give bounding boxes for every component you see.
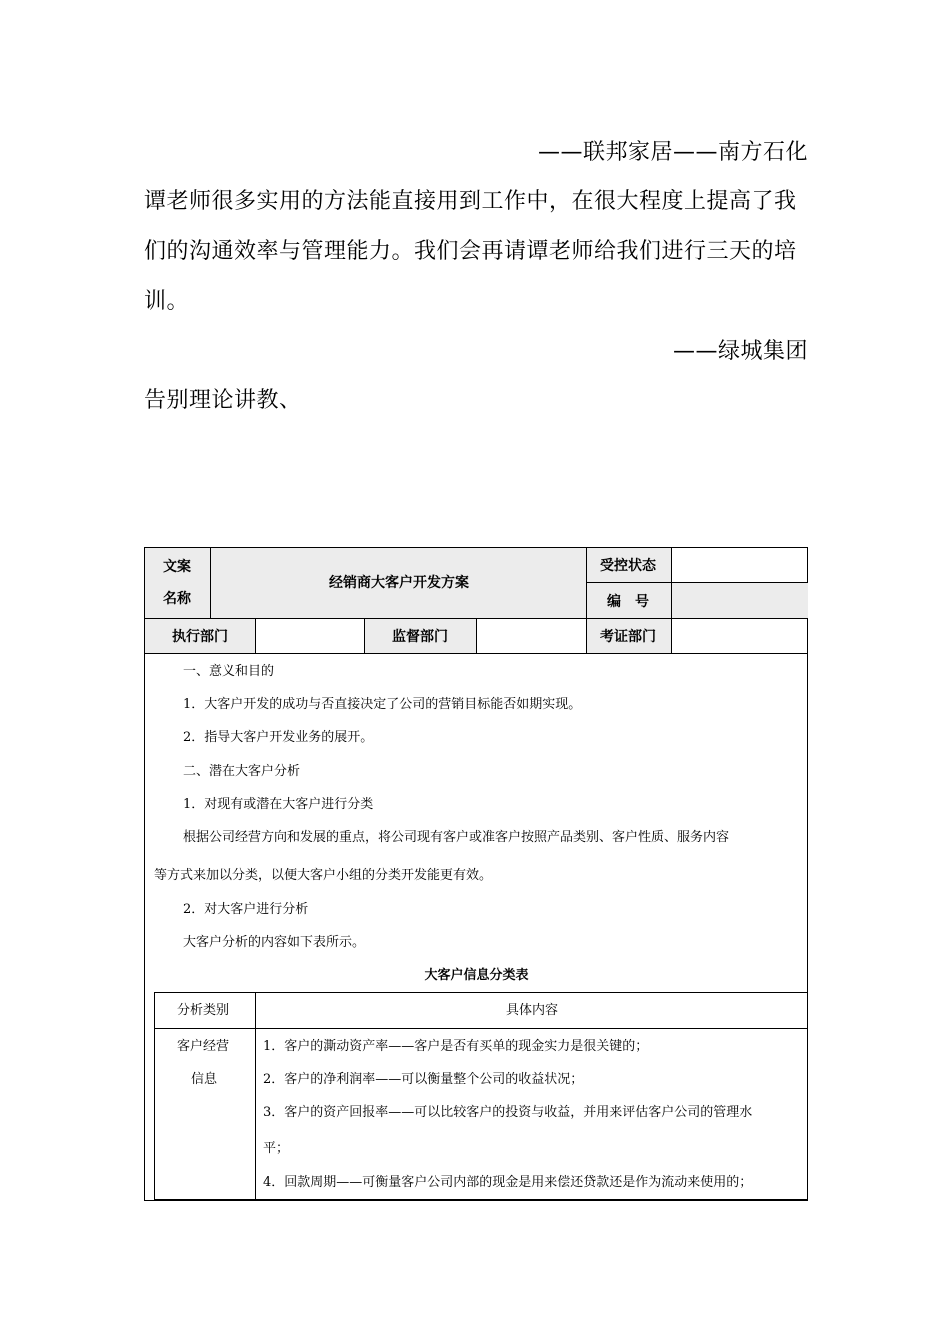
paragraph-line-2: 等方式来加以分类，以便大客户小组的分类开发能更有效。 <box>154 868 493 883</box>
status-label: 受控状态 <box>600 558 656 574</box>
info-item-3-line-2: 平； <box>263 1141 290 1156</box>
number-label-cell <box>587 583 672 619</box>
exec-dept-label: 执行部门 <box>172 629 228 645</box>
col-header-content: 具体内容 <box>505 1003 558 1018</box>
quote-line-3: 训。 <box>144 289 190 314</box>
paragraph-line-1: 根据公司经营方向和发展的重点，将公司现有客户或准客户按照产品类别、客户性质、服务内容 <box>183 830 730 845</box>
column-divider <box>255 993 256 1199</box>
section-2-item-1: 1．对现有或潜在大客户进行分类 <box>183 797 374 812</box>
status-value-cell <box>672 548 808 583</box>
number-value-cell <box>672 583 808 619</box>
supervise-dept-label-cell <box>365 619 477 654</box>
exec-dept-label-cell <box>145 619 256 654</box>
doc-title: 经销商大客户开发方案 <box>329 575 469 591</box>
verify-dept-label: 考证部门 <box>600 629 656 645</box>
attribution-lianbang: ——联邦家居——南方石化 <box>537 140 808 165</box>
info-item-2: 2．客户的净利润率——可以衡量整个公司的收益状况； <box>263 1072 584 1087</box>
info-table-title: 大客户信息分类表 <box>424 968 529 983</box>
doc-name-label-cell <box>145 548 211 619</box>
info-item-4: 4．回款周期——可衡量客户公司内部的现金是用来偿还贷款还是作为流动来使用的； <box>263 1175 753 1190</box>
info-item-3-line-1: 3．客户的资产回报率——可以比较客户的投资与收益，并用来评估客户公司的管理水 <box>263 1105 753 1120</box>
info-item-1: 1．客户的澌动资产率——客户是否有买单的现金实力是很关键的； <box>263 1039 649 1054</box>
heading-line: 告别理论讲教、 <box>144 388 302 413</box>
verify-dept-label-cell <box>587 619 672 654</box>
section-2-heading: 二、潜在大客户分析 <box>183 764 301 779</box>
header-divider <box>155 1028 808 1029</box>
paragraph-line-3: 大客户分析的内容如下表所示。 <box>183 935 366 950</box>
section-1-heading: 一、意义和目的 <box>183 664 275 679</box>
quote-line-2: 们的沟通效率与管理能力。我们会再请谭老师给我们进行三天的培 <box>144 239 797 264</box>
customer-info-table <box>154 992 808 1200</box>
section-2-item-2: 2．对大客户进行分析 <box>183 902 309 917</box>
number-label: 编 号 <box>607 594 649 610</box>
quote-line-1: 谭老师很多实用的方法能直接用到工作中，在很大程度上提高了我 <box>144 189 797 214</box>
row-category-line-1: 客户经营 <box>177 1039 230 1054</box>
verify-dept-value-cell <box>672 619 808 654</box>
supervise-dept-label: 监督部门 <box>392 629 448 645</box>
supervise-dept-value-cell <box>477 619 587 654</box>
doc-name-label-1: 文案 <box>163 559 191 575</box>
status-label-cell <box>587 548 672 583</box>
doc-title-cell <box>211 548 587 619</box>
section-1-item-2: 2．指导大客户开发业务的展开。 <box>183 730 374 745</box>
document-table <box>144 547 808 1201</box>
col-header-category: 分析类别 <box>177 1003 230 1018</box>
doc-name-label-2: 名称 <box>163 591 191 607</box>
section-1-item-1: 1．大客户开发的成功与否直接决定了公司的营销目标能否如期实现。 <box>183 697 582 712</box>
exec-dept-value-cell <box>256 619 365 654</box>
row-category-line-2: 信息 <box>191 1072 218 1087</box>
attribution-lvcheng: ——绿城集团 <box>672 339 808 364</box>
